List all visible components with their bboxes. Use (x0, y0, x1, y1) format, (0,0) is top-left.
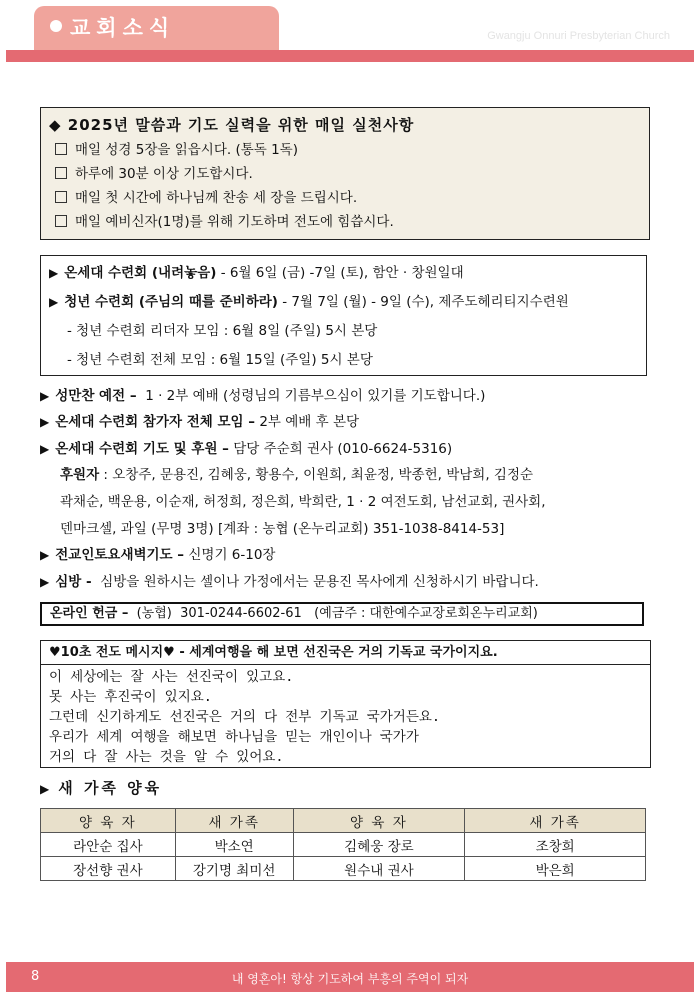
column-header: 새 가족 (175, 809, 293, 833)
all-generation-retreat: ▶ 온세대 수련회 (내려놓음) - 6월 6일 (금) -7일 (토), 함안 · 창원일대 (49, 265, 464, 281)
new-family-table (40, 808, 646, 881)
table-cell: 박소연 (175, 833, 293, 857)
column-header: 새 가족 (465, 809, 646, 833)
triangle-bullet-icon: ▶ (40, 415, 50, 429)
table-cell: 라안순 집사 (41, 833, 176, 857)
practice-item: 매일 첫 시간에 하나님께 찬송 세 장을 드립시다. (49, 186, 641, 210)
notice-retreat-support: ▶ 온세대 수련회 기도 및 후원 – 담당 주순희 권사 (010-6624-5316) (40, 441, 453, 457)
youth-retreat: ▶ 청년 수련회 (주님의 때를 준비하라) - 7월 7일 (월) - 9일 (수), 제주도헤리티지수련원 (49, 294, 569, 310)
notice-dawn-prayer: ▶ 전교인토요새벽기도 – 신명기 6-10장 (40, 547, 276, 563)
triangle-bullet-icon: ▶ (40, 389, 50, 403)
practice-heading: ◆ 2025년 말씀과 기도 실력을 위한 매일 실천사항 (49, 116, 415, 134)
triangle-bullet-icon: ▶ (49, 266, 59, 280)
evangelism-box (40, 640, 651, 768)
practice-item: 하루에 30분 이상 기도합시다. (49, 162, 641, 186)
practice-item: 매일 성경 5장을 읽읍시다. (통독 1독) (49, 138, 641, 162)
section-title (50, 12, 175, 42)
checkbox-icon (55, 191, 67, 203)
notice-retreat-meeting: ▶ 온세대 수련회 참가자 전체 모임 – 2부 예배 후 본당 (40, 414, 360, 430)
triangle-bullet-icon: ▶ (40, 442, 50, 456)
online-offering-box (40, 602, 644, 626)
table-header-row (41, 809, 646, 833)
table-cell: 김혜웅 장로 (293, 833, 465, 857)
evangelism-title: ♥10초 전도 메시지♥ - 세계여행을 해 보면 선진국은 거의 기독교 국가이지요. (41, 641, 650, 665)
bullet-dot-icon (50, 20, 62, 32)
youth-leaders-meeting: - 청년 수련회 리더자 모임 : 6월 8일 (주일) 5시 본당 (67, 323, 378, 339)
new-family-heading: ▶ 새 가족 양육 (40, 779, 163, 797)
donors-line-2: 곽채순, 백운용, 이순재, 허정희, 정은희, 박희란, 1 · 2 여전도회, 남선교회, 권사회, (60, 494, 546, 510)
triangle-bullet-icon: ▶ (40, 548, 50, 562)
footer-motto: 내 영혼아! 항상 기도하여 부흥의 주역이 되자 (231, 972, 469, 986)
triangle-bullet-icon: ▶ (49, 295, 59, 309)
section-title-text: 교회소식 (70, 16, 176, 40)
table-row (41, 857, 646, 881)
donors-line-3: 덴마크셀, 과일 (무명 3명) [계좌 : 농협 (온누리교회) 351-1038-8414-53] (60, 521, 505, 537)
notice-visitation: ▶ 심방 - 심방을 원하시는 셀이나 가정에서는 문용진 목사에게 신청하시기 바랍니다. (40, 574, 539, 590)
triangle-bullet-icon: ▶ (40, 782, 53, 796)
donors-line-1: 후원자 : 오창주, 문용진, 김혜웅, 황용수, 이원희, 최윤정, 박종헌, 박남희, 김정순 (60, 467, 534, 483)
offering-bank: (농협) (136, 606, 172, 621)
church-name: Gwangju Onnuri Presbyterian Church (487, 30, 670, 42)
checkbox-icon (55, 143, 67, 155)
offering-label: 온라인 헌금 – (50, 606, 129, 621)
evangelism-message: 이 세상에는 잘 사는 선진국이 있고요. 못 사는 후진국이 있지요. 그런데 신기하게도 선진국은 거의 다 전부 기독교 국가거든요. 우리가 세계 여행을 해보면 하나님을 믿는 개인이나 국가가 거의 다 잘 사는 것을 알 수 있어요. (49, 669, 441, 765)
practice-item: 매일 예비신자(1명)를 위해 기도하며 전도에 힘씁시다. (49, 210, 641, 234)
table-cell: 조창희 (465, 833, 646, 857)
youth-all-meeting: - 청년 수련회 전체 모임 : 6월 15일 (주일) 5시 본당 (67, 352, 373, 368)
daily-practice-box (40, 107, 650, 240)
table-cell: 박은희 (465, 857, 646, 881)
diamond-icon: ◆ (49, 116, 68, 134)
notice-holy-supper: ▶ 성만찬 예전 – 1 · 2부 예배 (성령님의 기름부으심이 있기를 기도합니다.) (40, 388, 486, 404)
column-header: 양 육 자 (41, 809, 176, 833)
footer-bar (6, 962, 694, 992)
column-header: 양 육 자 (293, 809, 465, 833)
table-cell: 원수내 권사 (293, 857, 465, 881)
offering-holder: (예금주 : 대한예수교장로회온누리교회) (314, 606, 538, 621)
table-cell: 장선향 권사 (41, 857, 176, 881)
triangle-bullet-icon: ▶ (40, 575, 50, 589)
table-row (41, 833, 646, 857)
header-bar (6, 50, 694, 62)
checkbox-icon (55, 167, 67, 179)
retreat-box (40, 255, 647, 376)
offering-account: 301-0244-6602-61 (180, 606, 302, 621)
page-number: 8 (31, 969, 40, 984)
checkbox-icon (55, 215, 67, 227)
table-cell: 강기명 최미선 (175, 857, 293, 881)
